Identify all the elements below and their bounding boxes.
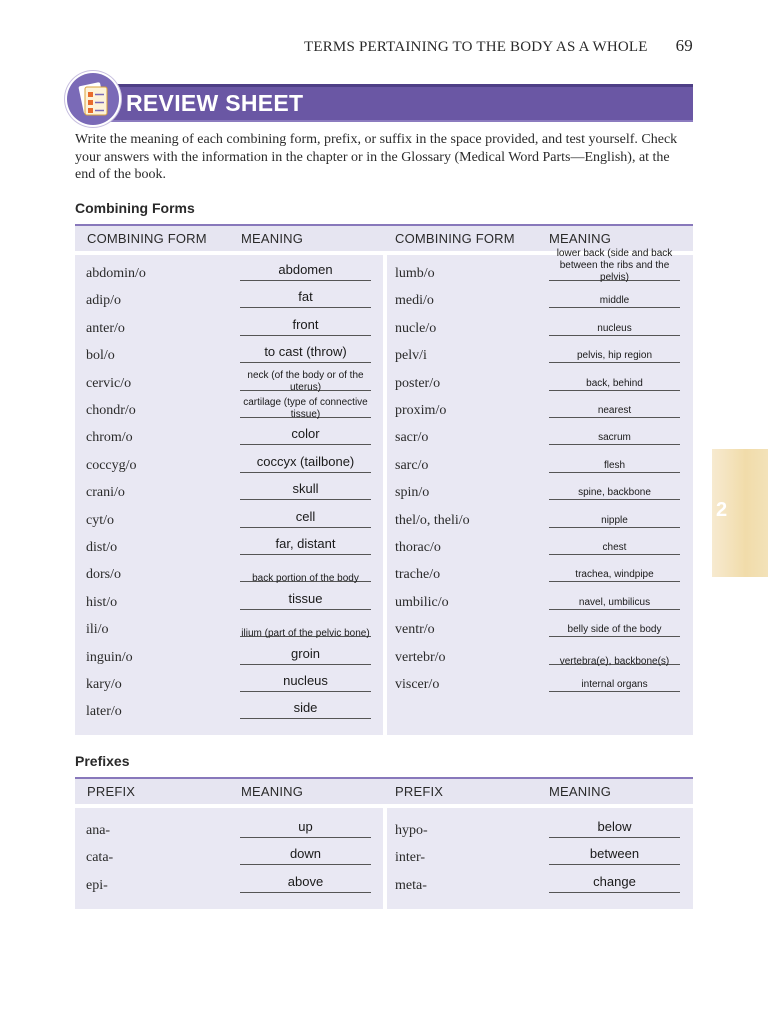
table-row [75, 584, 375, 611]
header-meaning: MEANING [241, 231, 304, 246]
table-row [75, 447, 375, 474]
table-row [384, 639, 684, 666]
table-row [75, 556, 375, 583]
term-label: sarc/o [395, 457, 429, 473]
table-row [384, 310, 684, 337]
answer-text: sacrum [598, 432, 631, 444]
term-label: thorac/o [395, 540, 441, 555]
table-row [384, 337, 684, 364]
table-row [75, 812, 375, 839]
answer-text: change [593, 873, 636, 889]
table-row [75, 839, 375, 866]
table-row [384, 611, 684, 638]
answer-text: groin [291, 645, 320, 661]
answer-text: internal organs [581, 679, 648, 690]
term-label: later/o [86, 704, 122, 720]
term-label: viscer/o [395, 677, 440, 692]
chapter-tab [712, 449, 768, 577]
answer-text: neck (of the body or of the uterus) [247, 369, 364, 393]
combining-forms-heading: Combining Forms [75, 200, 195, 216]
table-row [75, 255, 375, 282]
header-meaning: MEANING [241, 784, 304, 799]
answer-text: nearest [597, 405, 632, 416]
answer-text: between [589, 846, 640, 862]
answer-text: to cast (throw) [264, 344, 347, 360]
term-label: cervic/o [86, 375, 132, 391]
table-row [75, 611, 375, 638]
term-label: ili/o [86, 622, 109, 638]
term-label: medi/o [395, 293, 434, 309]
term-label: adip/o [86, 293, 121, 309]
term-label: vertebr/o [395, 649, 446, 665]
table-row [384, 392, 684, 419]
table-row [75, 310, 375, 337]
header-meaning: MEANING [549, 784, 612, 799]
table-row [75, 639, 375, 666]
table-row [75, 392, 375, 419]
term-label: thel/o, theli/o [395, 512, 470, 528]
answer-text: lower back (side and back between the ribs and the pelvis) [556, 248, 673, 283]
table-row [384, 867, 684, 894]
term-label: abdomin/o [86, 266, 146, 281]
banner-title: REVIEW SHEET [126, 90, 304, 116]
table-row [384, 584, 684, 611]
term-label: hist/o [86, 594, 118, 610]
term-label: crani/o [86, 485, 125, 501]
term-label: nucle/o [395, 320, 437, 336]
term-label: chrom/o [86, 430, 133, 446]
header-prefix: PREFIX [87, 784, 136, 799]
answer-text: coccyx (tailbone) [256, 453, 355, 469]
answer-text: abdomen [278, 262, 333, 277]
answer-text: trachea, windpipe [575, 569, 654, 581]
answer-text: spine, backbone [578, 487, 651, 499]
answer-text: belly side of the body [567, 624, 662, 636]
table-row [75, 867, 375, 894]
instructions: Write the meaning of each combining form, prefix, or suffix in the space provided, and test yourself. Check your answers with the information in the chapter or in the Glossary (Medical Word Parts—English), at the end of the book. [75, 132, 678, 182]
combining-forms-table [75, 224, 693, 735]
answer-text: back portion of the body [252, 573, 359, 585]
term-label: chondr/o [86, 403, 136, 418]
answer-text: chest [602, 542, 627, 553]
answer-text: nipple [601, 514, 628, 526]
answer-text: nucleus [283, 673, 328, 688]
term-label: kary/o [86, 677, 122, 692]
term-label: bol/o [86, 348, 115, 364]
table-row [384, 419, 684, 446]
table-row [384, 812, 684, 839]
term-label: cata- [86, 850, 114, 866]
term-label: coccyg/o [86, 457, 137, 473]
answer-text: cell [295, 508, 316, 524]
review-sheet-banner [84, 84, 693, 122]
term-label: anter/o [86, 320, 125, 336]
answer-text: below [597, 819, 632, 834]
term-label: inter- [395, 850, 426, 866]
answer-text: tissue [288, 590, 323, 606]
answer-text: up [298, 819, 313, 834]
table-row [384, 447, 684, 474]
page-number: 69 [675, 36, 693, 55]
answer-text: nucleus [597, 322, 632, 334]
term-label: ventr/o [395, 622, 435, 638]
chapter-number: 2 [716, 499, 728, 521]
header-combining-form: COMBINING FORM [87, 231, 207, 246]
table-row [384, 474, 684, 501]
term-label: trache/o [395, 567, 441, 583]
table-row [75, 337, 375, 364]
answer-text: above [287, 873, 324, 889]
prefixes-table [75, 777, 693, 909]
table-row [384, 556, 684, 583]
table-row [75, 474, 375, 501]
table-row [384, 666, 684, 693]
header-combining-form: COMBINING FORM [395, 231, 515, 246]
header-prefix: PREFIX [395, 784, 444, 799]
term-label: cyt/o [86, 512, 114, 528]
answer-text: pelvis, hip region [576, 350, 653, 362]
term-label: dors/o [86, 567, 121, 583]
table-row [75, 365, 375, 392]
table-row [384, 529, 684, 556]
answer-text: color [291, 426, 320, 442]
prefixes-heading: Prefixes [75, 753, 130, 769]
table-header [75, 779, 693, 808]
answer-text: down [289, 846, 322, 862]
term-label: epi- [86, 877, 108, 893]
running-header [0, 36, 693, 58]
term-label: ana- [86, 823, 111, 838]
term-label: poster/o [395, 375, 441, 391]
table-row [75, 419, 375, 446]
table-row [75, 282, 375, 309]
answer-text: front [292, 316, 319, 332]
term-label: spin/o [395, 485, 430, 501]
answer-text: side [293, 700, 318, 716]
term-label: sacr/o [395, 430, 429, 446]
table-row [75, 529, 375, 556]
term-label: inguin/o [86, 649, 133, 665]
table-row [384, 502, 684, 529]
answer-text: middle [599, 295, 630, 307]
header-meaning: MEANING [549, 231, 612, 246]
answer-text: ilium (part of the pelvic bone) [241, 628, 370, 640]
table-row [384, 282, 684, 309]
answer-text: far, distant [275, 536, 336, 551]
table-row [75, 693, 375, 720]
table-row [75, 502, 375, 529]
term-label: lumb/o [395, 266, 435, 281]
answer-text: vertebra(e), backbone(s) [559, 655, 670, 667]
answer-text: back, behind [586, 377, 643, 389]
answer-text: navel, umbilicus [578, 596, 651, 608]
term-label: proxim/o [395, 403, 447, 418]
table-row [384, 248, 684, 283]
table-row [384, 839, 684, 866]
term-label: hypo- [395, 823, 428, 838]
term-label: dist/o [86, 540, 118, 555]
term-label: pelv/i [395, 348, 427, 364]
running-title: TERMS PERTAINING TO THE BODY AS A WHOLE [304, 39, 648, 55]
answer-text: flesh [603, 459, 626, 471]
answer-text: skull [292, 481, 319, 497]
checklist-icon [67, 73, 119, 125]
term-label: umbilic/o [395, 594, 449, 610]
term-label: meta- [395, 877, 427, 893]
table-row [384, 365, 684, 392]
table-row [75, 666, 375, 693]
answer-text: cartilage (type of connective tissue) [243, 397, 368, 420]
answer-text: fat [298, 289, 313, 305]
